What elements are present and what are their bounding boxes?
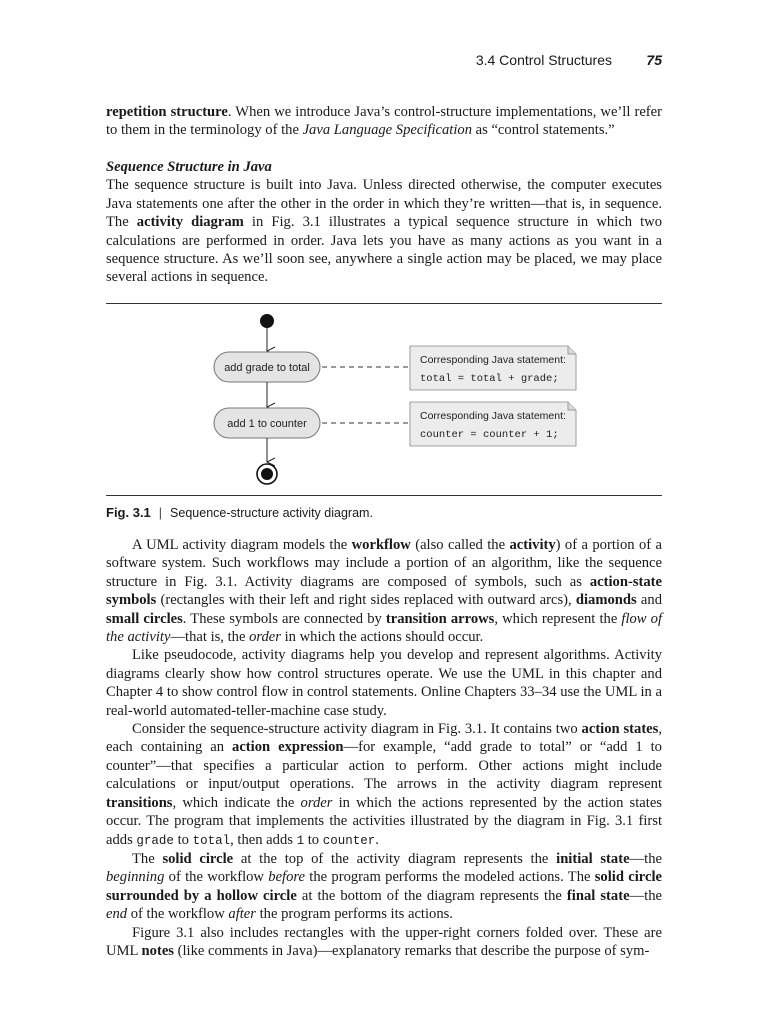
paragraph bbox=[106, 850, 662, 924]
intro-paragraph bbox=[106, 103, 662, 140]
term: notes bbox=[141, 942, 174, 959]
code: total bbox=[192, 833, 231, 848]
code: counter bbox=[322, 833, 376, 848]
text: —that is, the bbox=[170, 629, 250, 646]
text: (like comments in Java)—explanatory remarks that describe the purpose of sym- bbox=[173, 942, 650, 959]
term: small circles bbox=[106, 610, 183, 627]
text: as “control statements.” bbox=[472, 122, 615, 139]
text: (rectangles with their left and right sides replaced with outward arcs), bbox=[156, 592, 576, 609]
text: . These symbols are connected by bbox=[182, 610, 386, 627]
text: in which the actions represented by the action states occur. The program that implements the activities illustrated by the diagram in Fig. 3.1 first adds bbox=[106, 794, 662, 848]
activity-diagram bbox=[106, 304, 662, 494]
term: solid circle bbox=[162, 850, 234, 867]
action-state-1-label: add grade to total bbox=[224, 362, 310, 374]
action-state-2-label: add 1 to counter bbox=[227, 418, 307, 430]
initial-state bbox=[260, 314, 274, 328]
code: grade bbox=[136, 833, 174, 848]
term: action-state symbols bbox=[106, 573, 662, 609]
text: the program performs the modeled actions. The bbox=[305, 869, 595, 886]
paragraph bbox=[106, 924, 662, 961]
note-1-title: Corresponding Java statement: bbox=[420, 354, 566, 366]
emphasis: end bbox=[106, 906, 128, 923]
caption-text: Sequence-structure activity diagram. bbox=[170, 506, 373, 520]
sequence-section bbox=[106, 158, 662, 287]
text: —for example, “add grade to total” or “add 1 to counter”—that specifies a particular action to perform. Other actions might include calculations or input/output operations. The arrows in the activity diagram represent bbox=[106, 739, 662, 793]
term: workflow bbox=[351, 537, 411, 553]
text: —the bbox=[629, 887, 662, 904]
text: (also called the bbox=[410, 537, 510, 553]
note-fold bbox=[568, 402, 576, 410]
text: Like pseudocode, activity diagrams help you develop and represent algorithms. Activity diagrams clearly show how control structures operate. We use the UML in this chapter and Chapter 4 to show control flow in control statements. Online Chapters 33–34 use the UML in a real-world automated-teller-machine case study. bbox=[106, 647, 662, 719]
emphasis: after bbox=[228, 906, 256, 923]
emphasis: Java Language Specification bbox=[302, 122, 472, 139]
page-header bbox=[106, 52, 662, 74]
paragraph bbox=[106, 646, 662, 720]
paragraph bbox=[106, 536, 662, 646]
term: action expression bbox=[232, 739, 344, 756]
text: of the workflow bbox=[164, 869, 269, 886]
text: at the bottom of the diagram represents the bbox=[296, 887, 567, 904]
text: in Fig. 3.1 illustrates a typical sequence structure in which two calculations are performed in order. Java lets you have as many actions as you want in a sequence structure. As we’ll soon see, anywhere a single action may be placed, we may place several actions in sequence. bbox=[106, 214, 662, 286]
text: , which represent the bbox=[494, 610, 622, 627]
section-heading: Sequence Structure in Java bbox=[106, 159, 272, 175]
note-2-code: counter = counter + 1; bbox=[420, 429, 559, 441]
term: diamonds bbox=[575, 592, 637, 609]
text: A UML activity diagram models the bbox=[132, 537, 352, 553]
emphasis: beginning bbox=[106, 869, 165, 886]
text: . bbox=[375, 831, 379, 848]
term: action states bbox=[581, 721, 659, 738]
final-state bbox=[261, 468, 273, 480]
note-2-title: Corresponding Java statement: bbox=[420, 410, 566, 422]
body-text bbox=[106, 536, 662, 960]
text: , then adds bbox=[230, 831, 297, 848]
term: initial state bbox=[556, 850, 630, 867]
term: repetition structure bbox=[106, 104, 228, 120]
paragraph bbox=[106, 720, 662, 850]
term: transition arrows bbox=[385, 610, 495, 627]
text: , each containing an bbox=[106, 721, 662, 756]
running-head: 3.4 Control Structures bbox=[475, 52, 612, 68]
emphasis: flow of the activity bbox=[106, 610, 663, 646]
term: transitions bbox=[106, 794, 173, 811]
term: activity diagram bbox=[136, 214, 244, 231]
figure-caption bbox=[106, 505, 662, 520]
text: . When we introduce Java’s control-structure implementations, we’ll refer to them in the terminology of the bbox=[106, 104, 662, 139]
text: Figure 3.1 also includes rectangles with the upper-right corners folded over. These are UML bbox=[106, 924, 662, 959]
text: Consider the sequence-structure activity diagram in Fig. 3.1. It contains two bbox=[132, 721, 582, 738]
code: 1 bbox=[296, 833, 305, 848]
emphasis: order bbox=[300, 794, 333, 811]
term: solid circle surrounded by a hollow circle bbox=[106, 869, 662, 904]
caption-separator: | bbox=[158, 506, 163, 520]
text: The sequence structure is built into Java. Unless directed otherwise, the computer executes Java statements one after the other in the order in which they’re written—that is, in sequence. The bbox=[106, 177, 662, 231]
emphasis: before bbox=[268, 869, 306, 886]
text: the program performs its actions. bbox=[255, 906, 453, 923]
note-1-code: total = total + grade; bbox=[420, 373, 559, 385]
text: to bbox=[304, 831, 323, 848]
term: activity bbox=[509, 537, 556, 553]
text: in which the actions should occur. bbox=[280, 629, 484, 646]
text: to bbox=[173, 831, 193, 848]
figure-bottom-rule bbox=[106, 495, 662, 496]
text: —the bbox=[629, 850, 662, 867]
text: ) of a portion of a software system. Such workflows may include a portion of an algorithm, like the sequence structure in Fig. 3.1. Activity diagrams are composed of symbols, such as bbox=[106, 537, 662, 590]
figure-number: Fig. 3.1 bbox=[106, 505, 151, 520]
term: final state bbox=[566, 887, 630, 904]
text: , which indicate the bbox=[172, 794, 301, 811]
page-number: 75 bbox=[646, 52, 662, 68]
text: at the top of the activity diagram represents the bbox=[233, 850, 557, 867]
text: and bbox=[636, 592, 662, 609]
emphasis: order bbox=[249, 629, 281, 646]
text: of the workflow bbox=[127, 906, 229, 923]
text: The bbox=[132, 850, 163, 867]
note-fold bbox=[568, 346, 576, 354]
